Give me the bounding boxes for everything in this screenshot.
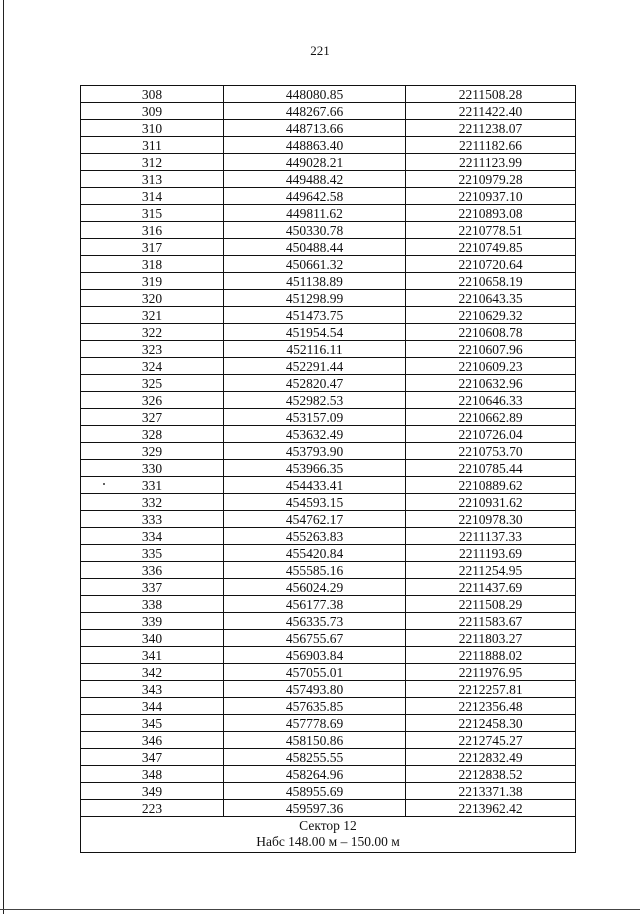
point-number-cell: 320 [81,290,224,307]
table-row [81,545,576,562]
x-coordinate-cell: 456177.38 [224,596,406,613]
y-coordinate-cell: 2210785.44 [406,460,576,477]
table-row [81,800,576,817]
table-footer [81,817,576,853]
page-number: 221 [310,43,330,58]
table-row [81,375,576,392]
x-coordinate-cell: 453966.35 [224,460,406,477]
table-row [81,256,576,273]
x-coordinate-cell: 450330.78 [224,222,406,239]
y-coordinate-cell: 2210609.23 [406,358,576,375]
point-number-cell: 314 [81,188,224,205]
x-coordinate-cell: 453632.49 [224,426,406,443]
y-coordinate-cell: 2211888.02 [406,647,576,664]
table-row [81,749,576,766]
y-coordinate-cell: 2210931.62 [406,494,576,511]
y-coordinate-cell: 2211137.33 [406,528,576,545]
scan-edge-bottom [0,909,640,910]
point-number-cell: 312 [81,154,224,171]
point-number-cell: 317 [81,239,224,256]
table-row [81,630,576,647]
point-number-cell: 335 [81,545,224,562]
point-number-cell: 341 [81,647,224,664]
point-number-cell: 340 [81,630,224,647]
y-coordinate-cell: 2211193.69 [406,545,576,562]
x-coordinate-cell: 451298.99 [224,290,406,307]
y-coordinate-cell: 2213962.42 [406,800,576,817]
x-coordinate-cell: 454433.41 [224,477,406,494]
point-number-cell: 311 [81,137,224,154]
y-coordinate-cell: 2211123.99 [406,154,576,171]
y-coordinate-cell: 2210753.70 [406,443,576,460]
y-coordinate-cell: 2210893.08 [406,205,576,222]
coordinates-table-wrapper [80,85,575,853]
x-coordinate-cell: 449028.21 [224,154,406,171]
y-coordinate-cell: 2211583.67 [406,613,576,630]
point-number-cell: 326 [81,392,224,409]
table-row [81,528,576,545]
x-coordinate-cell: 458264.96 [224,766,406,783]
y-coordinate-cell: 2213371.38 [406,783,576,800]
table-row [81,732,576,749]
y-coordinate-cell: 2210889.62 [406,477,576,494]
coordinates-table [80,85,576,853]
y-coordinate-cell: 2210978.30 [406,511,576,528]
table-row [81,715,576,732]
y-coordinate-cell: 2210629.32 [406,307,576,324]
point-number-cell: 310 [81,120,224,137]
table-row [81,358,576,375]
y-coordinate-cell: 2212356.48 [406,698,576,715]
x-coordinate-cell: 451138.89 [224,273,406,290]
y-coordinate-cell: 2211254.95 [406,562,576,579]
x-coordinate-cell: 458955.69 [224,783,406,800]
table-row [81,443,576,460]
table-row [81,324,576,341]
y-coordinate-cell: 2210608.78 [406,324,576,341]
table-row [81,239,576,256]
table-row [81,171,576,188]
x-coordinate-cell: 449642.58 [224,188,406,205]
x-coordinate-cell: 457055.01 [224,664,406,681]
table-row [81,596,576,613]
y-coordinate-cell: 2210658.19 [406,273,576,290]
x-coordinate-cell: 457493.80 [224,681,406,698]
point-number-cell: 348 [81,766,224,783]
table-row [81,188,576,205]
table-row [81,154,576,171]
table-row [81,477,576,494]
table-row [81,86,576,103]
y-coordinate-cell: 2211508.29 [406,596,576,613]
x-coordinate-cell: 452982.53 [224,392,406,409]
y-coordinate-cell: 2211803.27 [406,630,576,647]
y-coordinate-cell: 2210643.35 [406,290,576,307]
table-row [81,426,576,443]
x-coordinate-cell: 454593.15 [224,494,406,511]
table-row [81,392,576,409]
x-coordinate-cell: 452820.47 [224,375,406,392]
x-coordinate-cell: 449811.62 [224,205,406,222]
x-coordinate-cell: 448267.66 [224,103,406,120]
point-number-cell: 325 [81,375,224,392]
table-row [81,766,576,783]
point-number-cell: 309 [81,103,224,120]
table-row [81,698,576,715]
y-coordinate-cell: 2211182.66 [406,137,576,154]
x-coordinate-cell: 456755.67 [224,630,406,647]
point-number-cell: 334 [81,528,224,545]
scan-edge-left [3,0,4,914]
sector-cell [81,817,576,853]
point-number-cell: 323 [81,341,224,358]
point-number-cell: 329 [81,443,224,460]
table-row [81,222,576,239]
y-coordinate-cell: 2210749.85 [406,239,576,256]
point-number-cell: 324 [81,358,224,375]
table-body [81,86,576,817]
table-row [81,460,576,477]
y-coordinate-cell: 2210778.51 [406,222,576,239]
point-number-cell: 345 [81,715,224,732]
y-coordinate-cell: 2212832.49 [406,749,576,766]
point-number-cell: 336 [81,562,224,579]
point-number-cell: 318 [81,256,224,273]
point-number-cell: 316 [81,222,224,239]
table-row [81,494,576,511]
y-coordinate-cell: 2210937.10 [406,188,576,205]
table-row [81,562,576,579]
y-coordinate-cell: 2212838.52 [406,766,576,783]
table-row [81,647,576,664]
x-coordinate-cell: 452116.11 [224,341,406,358]
y-coordinate-cell: 2211437.69 [406,579,576,596]
x-coordinate-cell: 457778.69 [224,715,406,732]
y-coordinate-cell: 2210646.33 [406,392,576,409]
point-number-cell: 349 [81,783,224,800]
sector-row [81,817,576,853]
x-coordinate-cell: 451473.75 [224,307,406,324]
x-coordinate-cell: 452291.44 [224,358,406,375]
point-number-cell: 337 [81,579,224,596]
point-number-cell: 328 [81,426,224,443]
x-coordinate-cell: 456024.29 [224,579,406,596]
x-coordinate-cell: 457635.85 [224,698,406,715]
y-coordinate-cell: 2210632.96 [406,375,576,392]
table-row [81,613,576,630]
point-number-cell: 343 [81,681,224,698]
sector-title: Сектор 12 [299,818,357,833]
sector-height-range: Набс 148.00 м – 150.00 м [256,834,400,849]
table-row [81,681,576,698]
y-coordinate-cell: 2211508.28 [406,86,576,103]
table-row [81,290,576,307]
point-number-cell: 223 [81,800,224,817]
x-coordinate-cell: 453793.90 [224,443,406,460]
x-coordinate-cell: 456903.84 [224,647,406,664]
y-coordinate-cell: 2210720.64 [406,256,576,273]
y-coordinate-cell: 2211422.40 [406,103,576,120]
y-coordinate-cell: 2211238.07 [406,120,576,137]
x-coordinate-cell: 456335.73 [224,613,406,630]
table-row [81,205,576,222]
point-number-cell: 313 [81,171,224,188]
point-number-cell: 342 [81,664,224,681]
y-coordinate-cell: 2210979.28 [406,171,576,188]
x-coordinate-cell: 448713.66 [224,120,406,137]
point-number-cell: 347 [81,749,224,766]
y-coordinate-cell: 2210607.96 [406,341,576,358]
y-coordinate-cell: 2210726.04 [406,426,576,443]
x-coordinate-cell: 454762.17 [224,511,406,528]
table-row [81,307,576,324]
point-number-cell: 339 [81,613,224,630]
table-row [81,341,576,358]
x-coordinate-cell: 455585.16 [224,562,406,579]
point-number-cell: 344 [81,698,224,715]
x-coordinate-cell: 448863.40 [224,137,406,154]
table-row [81,579,576,596]
y-coordinate-cell: 2210662.89 [406,409,576,426]
x-coordinate-cell: 455420.84 [224,545,406,562]
table-row [81,409,576,426]
x-coordinate-cell: 458255.55 [224,749,406,766]
x-coordinate-cell: 449488.42 [224,171,406,188]
point-number-cell: 333 [81,511,224,528]
y-coordinate-cell: 2212745.27 [406,732,576,749]
point-number-cell: 319 [81,273,224,290]
x-coordinate-cell: 451954.54 [224,324,406,341]
x-coordinate-cell: 459597.36 [224,800,406,817]
x-coordinate-cell: 458150.86 [224,732,406,749]
x-coordinate-cell: 450488.44 [224,239,406,256]
table-row [81,664,576,681]
point-number-cell: 331 [81,477,224,494]
point-number-cell: 338 [81,596,224,613]
point-number-cell: 321 [81,307,224,324]
point-number-cell: 346 [81,732,224,749]
x-coordinate-cell: 455263.83 [224,528,406,545]
point-number-cell: 332 [81,494,224,511]
x-coordinate-cell: 450661.32 [224,256,406,273]
point-number-cell: 330 [81,460,224,477]
x-coordinate-cell: 448080.85 [224,86,406,103]
table-row [81,783,576,800]
point-number-cell: 322 [81,324,224,341]
x-coordinate-cell: 453157.09 [224,409,406,426]
point-number-cell: 327 [81,409,224,426]
y-coordinate-cell: 2211976.95 [406,664,576,681]
table-row [81,273,576,290]
y-coordinate-cell: 2212458.30 [406,715,576,732]
table-row [81,137,576,154]
point-number-cell: 315 [81,205,224,222]
point-number-cell: 308 [81,86,224,103]
table-row [81,103,576,120]
table-row [81,120,576,137]
table-row [81,511,576,528]
y-coordinate-cell: 2212257.81 [406,681,576,698]
